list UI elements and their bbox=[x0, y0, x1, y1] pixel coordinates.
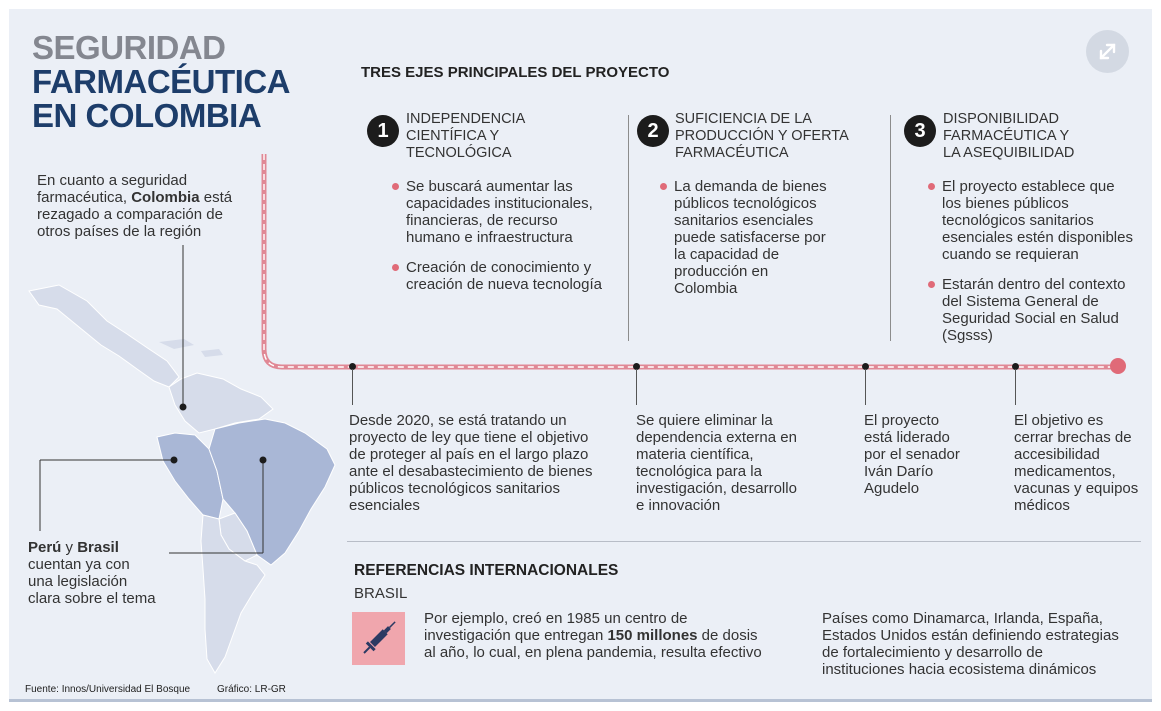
timeline-line: vacunas y equipos bbox=[1014, 480, 1139, 497]
bullet-line: sanitarios esenciales bbox=[674, 212, 814, 229]
bullet-line: producción en bbox=[674, 263, 769, 280]
timeline-line: dependencia externa en bbox=[636, 429, 797, 446]
bullet-line: Colombia bbox=[674, 280, 738, 297]
section-divider bbox=[347, 541, 1141, 542]
timeline-line: ante el desabastecimiento de bienes bbox=[349, 463, 593, 480]
axis-divider bbox=[628, 115, 629, 341]
bullet-line: humano e infraestructura bbox=[406, 229, 573, 246]
bullet-line: la capacidad de bbox=[674, 246, 780, 263]
bullet-line: Estarán dentro del contexto bbox=[942, 276, 1126, 293]
axis-number-badge: 2 bbox=[637, 115, 669, 147]
timeline-line: e innovación bbox=[636, 497, 721, 514]
timeline-text bbox=[1014, 412, 1149, 514]
axis-title bbox=[675, 111, 849, 162]
source-credit: Fuente: Innos/Universidad El Bosque bbox=[25, 684, 191, 695]
reference-line: de fortalecimiento y desarrollo de bbox=[822, 644, 1043, 661]
syringe-tile bbox=[352, 612, 405, 665]
axis-bullet bbox=[392, 178, 626, 246]
reference-line: Por ejemplo, creó en 1985 un centro de bbox=[424, 610, 688, 627]
timeline-line: El objetivo es bbox=[1014, 412, 1104, 429]
bullet-line: creación de nueva tecnología bbox=[406, 276, 602, 293]
timeline-tick bbox=[636, 369, 637, 405]
references-country: BRASIL bbox=[354, 585, 408, 602]
timeline-line: esenciales bbox=[349, 497, 420, 514]
axis-number-badge: 1 bbox=[367, 115, 399, 147]
intro-line: otros países de la región bbox=[37, 223, 202, 240]
axis-title-line: LA ASEQUIBILIDAD bbox=[943, 145, 1075, 161]
axis-title-line: DISPONIBILIDAD bbox=[943, 111, 1060, 127]
bullet-line: financieras, de recurso bbox=[406, 212, 558, 229]
timeline-line: El proyecto bbox=[864, 412, 940, 429]
peru-brasil-line: cuentan ya con bbox=[28, 556, 130, 573]
peru-brasil-line: una legislación bbox=[28, 573, 128, 590]
bullet-line: públicos tecnológicos bbox=[674, 195, 817, 212]
axis-bullet bbox=[392, 259, 626, 293]
timeline-line: accesibilidad bbox=[1014, 446, 1100, 463]
axis-title-line: PRODUCCIÓN Y OFERTA bbox=[675, 128, 849, 144]
intro-line: farmacéutica, Colombia está bbox=[37, 189, 233, 206]
axis-title-line: FARMACÉUTICA Y bbox=[943, 128, 1070, 144]
brasil-reference-text bbox=[424, 610, 804, 661]
reference-line: investigación que entregan 150 millones de dosis bbox=[424, 627, 758, 644]
timeline-line: por el senador bbox=[864, 446, 960, 463]
bullet-line: puede satisfacerse por bbox=[674, 229, 826, 246]
graphic-credit: Gráfico: LR-GR bbox=[217, 684, 286, 695]
reference-line: al año, lo cual, en plena pandemia, resulta efectivo bbox=[424, 644, 762, 661]
axis-title-line: SUFICIENCIA DE LA bbox=[675, 111, 812, 127]
timeline-text bbox=[349, 412, 624, 514]
timeline-text bbox=[864, 412, 999, 497]
timeline-tick bbox=[352, 369, 353, 405]
timeline-line: Se quiere eliminar la bbox=[636, 412, 773, 429]
axis-title bbox=[406, 111, 525, 162]
axis-title-line: INDEPENDENCIA bbox=[406, 111, 526, 127]
timeline-tick bbox=[865, 369, 866, 405]
timeline-line: tecnológica para la bbox=[636, 463, 762, 480]
bullet-line: El proyecto establece que bbox=[942, 178, 1115, 195]
axis-bullet bbox=[928, 178, 1152, 263]
intro-line: rezagado a comparación de bbox=[37, 206, 223, 223]
bullet-line: La demanda de bienes bbox=[674, 178, 827, 195]
peru-brasil-line: clara sobre el tema bbox=[28, 590, 156, 607]
bullet-line: del Sistema General de bbox=[942, 293, 1099, 310]
peru-brasil-line: Perú y Brasil bbox=[28, 539, 119, 556]
references-header: REFERENCIAS INTERNACIONALES bbox=[354, 562, 619, 579]
syringe-icon bbox=[352, 612, 405, 665]
timeline-line: médicos bbox=[1014, 497, 1070, 514]
timeline-tick bbox=[1015, 369, 1016, 405]
infographic bbox=[9, 9, 1152, 702]
timeline-line: está liderado bbox=[864, 429, 950, 446]
axis-bullet bbox=[928, 276, 1152, 344]
timeline-line: Agudelo bbox=[864, 480, 920, 497]
intro-line: En cuanto a seguridad bbox=[37, 172, 188, 189]
timeline-line: públicos tecnológicos sanitarios bbox=[349, 480, 560, 497]
timeline-line: medicamentos, bbox=[1014, 463, 1116, 480]
axes-header: TRES EJES PRINCIPALES DEL PROYECTO bbox=[361, 64, 670, 81]
reference-line: Estados Unidos están definiendo estrategias bbox=[822, 627, 1119, 644]
bottom-border bbox=[9, 699, 1152, 702]
bullet-line: (Sgsss) bbox=[942, 327, 993, 344]
bullet-line: los bienes públicos bbox=[942, 195, 1069, 212]
reference-line: Países como Dinamarca, Irlanda, España, bbox=[822, 610, 1103, 627]
bullet-line: Creación de conocimiento y bbox=[406, 259, 592, 276]
timeline-text bbox=[636, 412, 836, 514]
bullet-line: Se buscará aumentar las bbox=[406, 178, 573, 195]
title-line-1: SEGURIDAD bbox=[32, 29, 226, 66]
timeline-line: proyecto de ley que tiene el objetivo bbox=[349, 429, 589, 446]
axis-number-badge: 3 bbox=[904, 115, 936, 147]
bullet-line: esenciales estén disponibles bbox=[942, 229, 1133, 246]
timeline-line: Desde 2020, se está tratando un bbox=[349, 412, 567, 429]
axis-title-line: CIENTÍFICA Y bbox=[406, 128, 500, 144]
axis-title-line: FARMACÉUTICA bbox=[675, 145, 789, 161]
bullet-line: capacidades institucionales, bbox=[406, 195, 593, 212]
axis-title-line: TECNOLÓGICA bbox=[406, 145, 512, 161]
title-line-2: FARMACÉUTICA bbox=[32, 63, 290, 100]
other-reference-text bbox=[822, 610, 1147, 678]
timeline-line: investigación, desarrollo bbox=[636, 480, 797, 497]
timeline-line: de proteger al país en el largo plazo bbox=[349, 446, 589, 463]
axis-divider bbox=[890, 115, 891, 341]
axis-title bbox=[943, 111, 1074, 162]
bullet-line: tecnológicos sanitarios bbox=[942, 212, 1094, 229]
title-line-3: EN COLOMBIA bbox=[32, 97, 262, 134]
timeline-line: materia científica, bbox=[636, 446, 754, 463]
axis-bullet bbox=[660, 178, 874, 297]
bullet-line: Seguridad Social en Salud bbox=[942, 310, 1119, 327]
bullet-line: cuando se requieran bbox=[942, 246, 1079, 263]
reference-line: instituciones hacia ecosistema dinámicos bbox=[822, 661, 1097, 678]
timeline-line: Iván Darío bbox=[864, 463, 934, 480]
timeline-line: cerrar brechas de bbox=[1014, 429, 1132, 446]
